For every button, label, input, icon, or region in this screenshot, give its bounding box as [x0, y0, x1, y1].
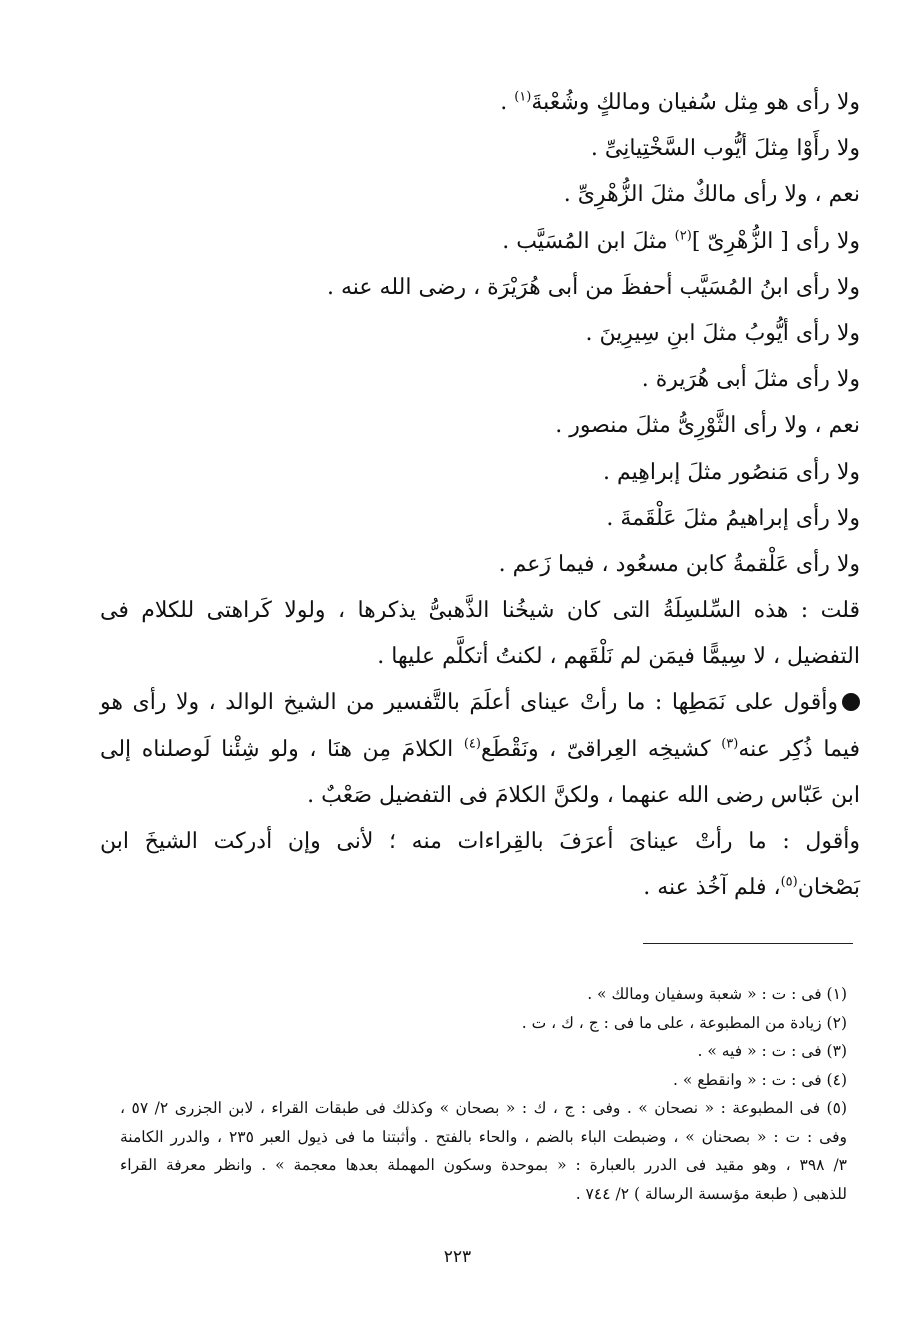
- text-line: ولا رأى عَلْقمةُ كابن مسعُود ، فيما زَعم .: [498, 551, 860, 577]
- footnote: (١) فى : ت : « شعبة وسفيان ومالك » .: [587, 985, 847, 1003]
- text-segment: ولا رأى هو مِثل سُفيان ومالكٍ وشُعْبةَ: [531, 90, 860, 115]
- text-line: [100, 865, 860, 911]
- text-line: ولا رأى مثلَ أبى هُرَيرة .: [641, 367, 860, 393]
- footnote: (٤) فى : ت : « وانقطع » .: [672, 1070, 847, 1089]
- text-line: ولا رأى ابنُ المُسَيَّب أحفظَ من أبى هُرَيْرَة ، رضى الله عنه .: [327, 274, 860, 300]
- text-segment: وأقول على نَمَطِها : ما رأتْ عيناى أعلَمَ بالتَّفسير من الشيخ الوالد ، ولا رأى هو: [100, 690, 838, 716]
- footnote-continuation: ٣/ ٣٩٨ ، وهو مقيد فى الدرر بالعبارة : « بموحدة وسكون المهملة بعدها معجمة » . وانظر معرفة القراء: [120, 1156, 847, 1174]
- footnote-marker: (٣): [721, 736, 739, 752]
- footnote-marker: (٢): [674, 228, 692, 244]
- bullet-icon: [842, 693, 860, 711]
- text-line: ولا رأى مَنصُور مثلَ إبراهِيم .: [602, 459, 860, 485]
- footnote-continuation: وفى : ت : « بصحنان » ، وضبطت الباء بالضم ، والحاء بالفتح . وأثبتنا ما فى ذيول العبر ٢٣٥ ، والدرر الكامنة: [120, 1127, 847, 1146]
- footnotes: [120, 980, 847, 1208]
- text-segment: الكلامَ مِن هنَا ، ولو شِئْنا لَوصلناه إلى: [100, 736, 464, 762]
- text-line: نعم ، ولا رأى مالكٌ مثلَ الزُّهْرِىِّ .: [563, 182, 860, 208]
- text-line: ولا رأَوْا مِثلَ أيُّوب السَّخْتِيانِىِّ .: [590, 136, 860, 162]
- text-segment: ، فلم آخُذ عنه .: [643, 875, 781, 901]
- text-line: التفضيل ، لا سِيمًّا فيمَن لم نَلْقَهم ، لكنتُ أتكلَّم عليها .: [377, 644, 860, 670]
- text-line: [100, 80, 860, 126]
- text-line: ابن عَبّاس رضى الله عنهما ، ولكنَّ الكلامَ فى التفضيل صَعْبٌ .: [307, 782, 860, 808]
- text-segment: فيما ذُكِر عنه: [738, 736, 860, 762]
- text-line: [100, 219, 860, 265]
- footnote: (٥) فى المطبوعة : « نصحان » . وفى : ج ، ك : « بصحان » وكذلك فى طبقات القراء ، لابن الجزرى ٢/ ٥٧ ،: [120, 1099, 847, 1117]
- text-segment: بَصْخان: [797, 875, 860, 901]
- text-segment: مثلَ ابن المُسَيَّب .: [502, 228, 675, 254]
- main-text: [100, 80, 860, 911]
- text-line: ولا رأى إبراهيمُ مثلَ عَلْقَمةَ .: [606, 505, 860, 531]
- text-line: وأقول : ما رأتْ عيناىَ أعرَفَ بالقِراءات منه ؛ لأنى وإن أدركت الشيخَ ابن: [100, 829, 860, 854]
- footnote-marker: (٤): [463, 736, 481, 752]
- text-line: [100, 727, 860, 773]
- text-segment: .: [500, 90, 515, 115]
- page-number: ٢٢٣: [443, 1247, 472, 1267]
- footnote-separator: [643, 943, 853, 944]
- footnote-continuation: للذهبى ( طبعة مؤسسة الرسالة ) ٢/ ٧٤٤ .: [575, 1184, 847, 1203]
- text-segment: ولا رأى [ الزُّهْرِىّ ]: [691, 228, 860, 254]
- footnote: (٣) فى : ت : « فيه » .: [697, 1042, 847, 1060]
- footnote-marker: (١): [514, 89, 532, 105]
- text-line: قلت : هذه السِّلسِلَةُ التى كان شيخُنا الذَّهبىُّ يذكرها ، ولولا كَراهتى للكلام فى: [100, 598, 860, 624]
- text-segment: كشيخِه العِراقىّ ، ونَقْطَع: [480, 736, 722, 762]
- text-line: ولا رأى أيُّوبُ مثلَ ابنِ سِيرِينَ .: [585, 320, 860, 346]
- footnote-marker: (٥): [780, 874, 798, 890]
- text-line: نعم ، ولا رأى الثَّوْرِىُّ مثلَ منصور .: [555, 413, 860, 439]
- footnote: (٢) زيادة من المطبوعة ، على ما فى : ج ، ك ، ت .: [521, 1013, 847, 1032]
- text-line: [100, 680, 860, 726]
